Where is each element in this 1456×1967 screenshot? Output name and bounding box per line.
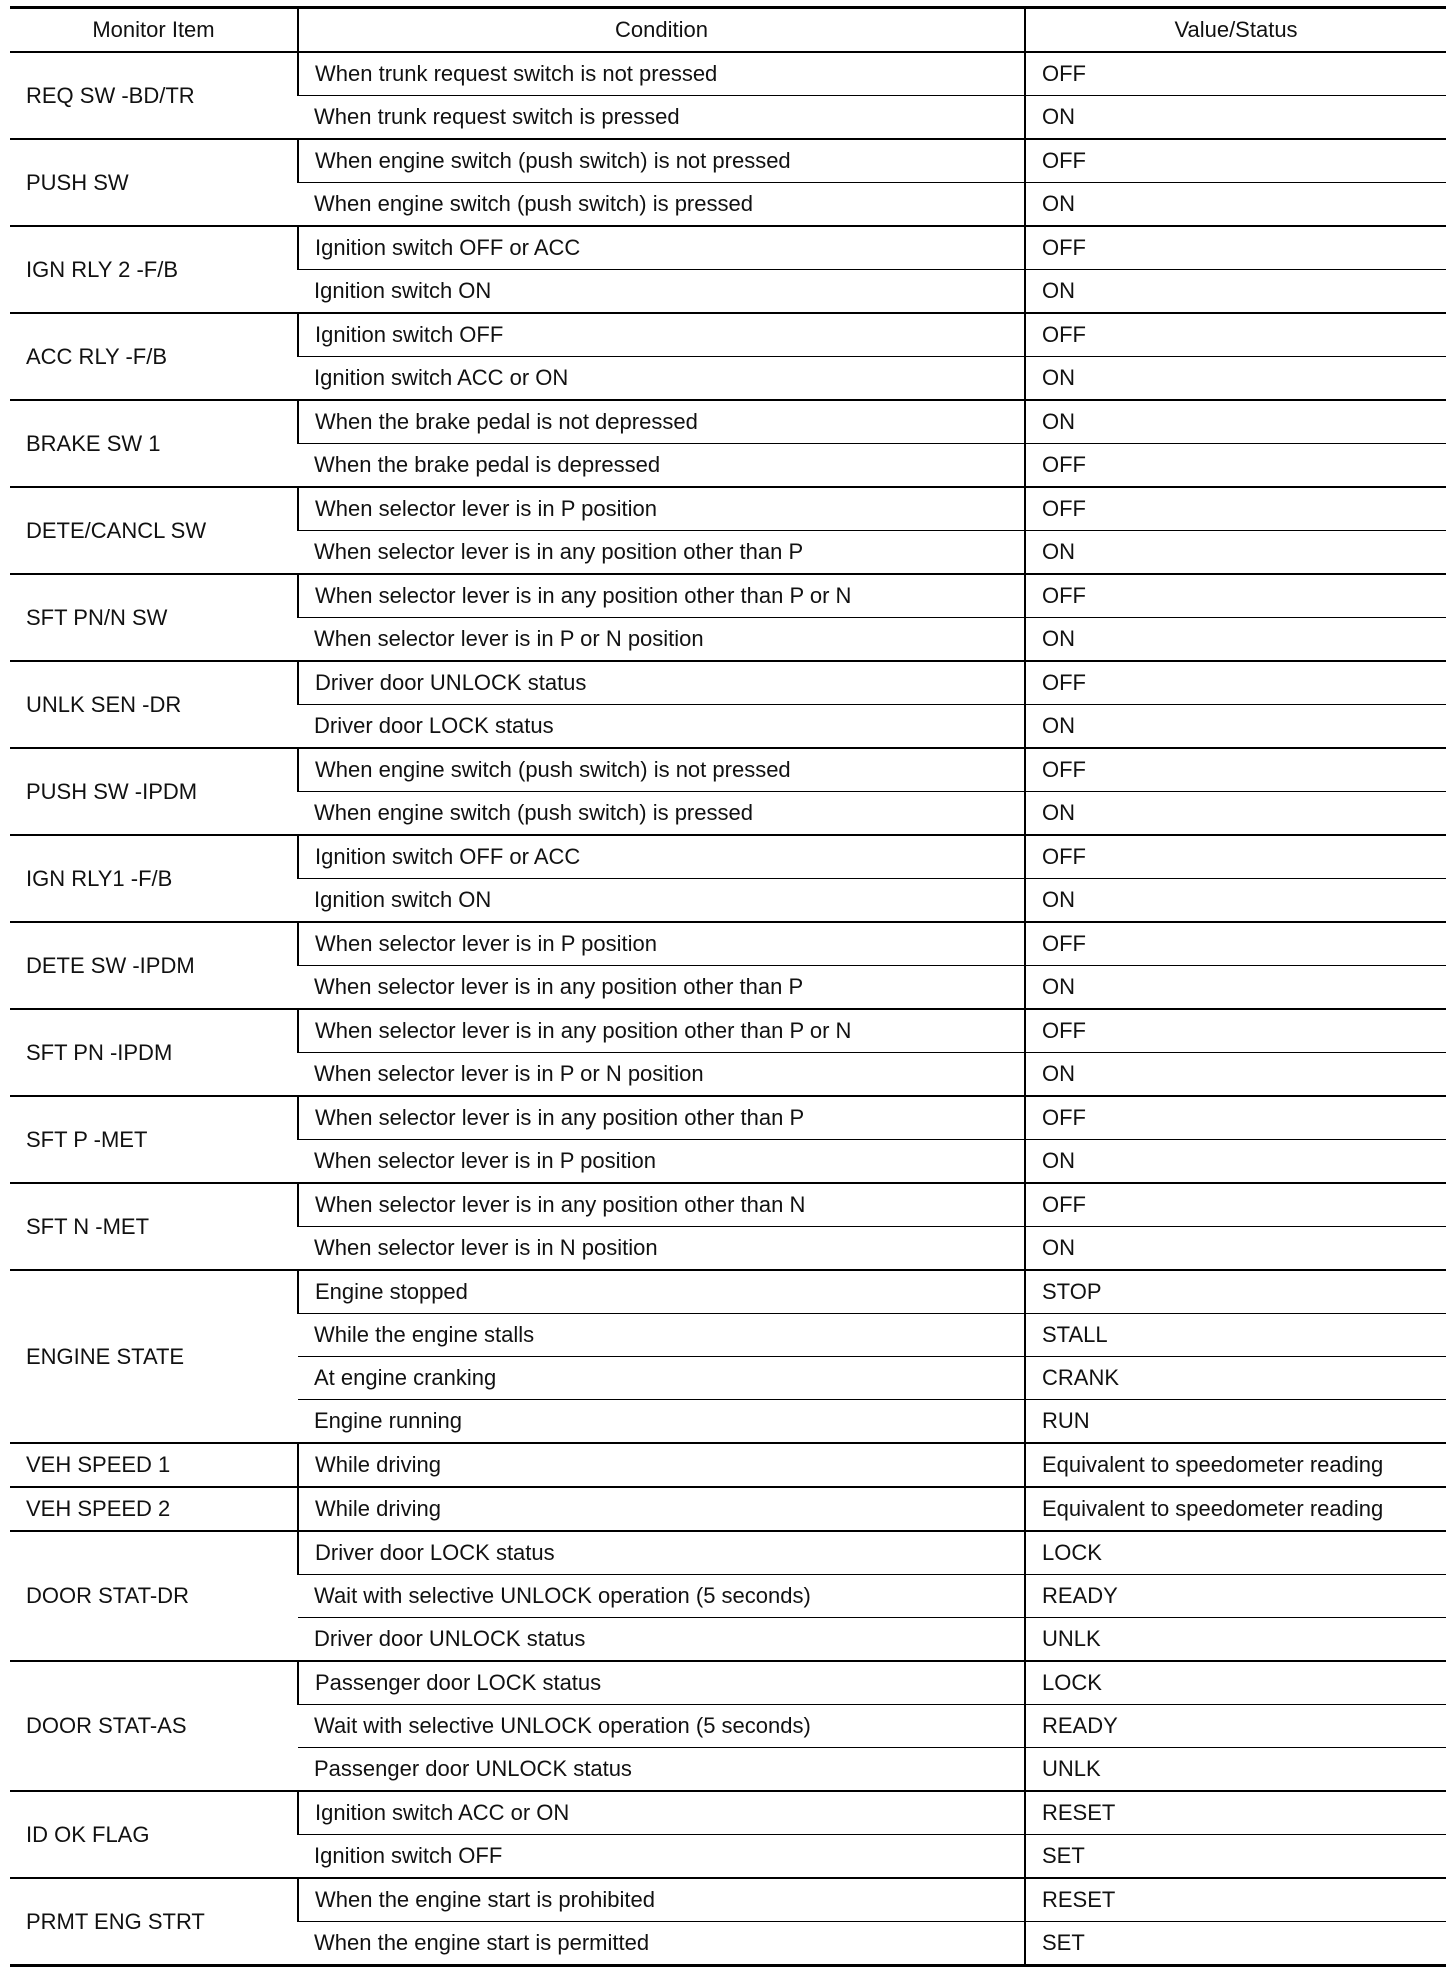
condition-cell: When selector lever is in P or N position [298, 1053, 1025, 1097]
condition-cell: When trunk request switch is not pressed [298, 52, 1025, 96]
table-row [10, 661, 1446, 705]
value-status-cell: LOCK [1025, 1661, 1446, 1705]
table-row [10, 574, 1446, 618]
value-status-cell: CRANK [1025, 1357, 1446, 1400]
condition-cell: Driver door LOCK status [298, 705, 1025, 749]
value-status-cell: RUN [1025, 1400, 1446, 1444]
condition-cell: When engine switch (push switch) is pressed [298, 792, 1025, 836]
value-status-cell: OFF [1025, 313, 1446, 357]
condition-cell: When selector lever is in P position [298, 922, 1025, 966]
value-status-cell: ON [1025, 618, 1446, 662]
monitor-item-cell: VEH SPEED 2 [10, 1487, 298, 1531]
monitor-item-cell: ENGINE STATE [10, 1270, 298, 1443]
condition-cell: While the engine stalls [298, 1314, 1025, 1357]
table-row [10, 835, 1446, 879]
value-status-cell: Equivalent to speedometer reading [1025, 1443, 1446, 1487]
value-status-cell: OFF [1025, 52, 1446, 96]
table-row [10, 1878, 1446, 1922]
monitor-item-cell: UNLK SEN -DR [10, 661, 298, 748]
value-status-cell: OFF [1025, 1183, 1446, 1227]
value-status-cell: ON [1025, 792, 1446, 836]
condition-cell: Passenger door UNLOCK status [298, 1748, 1025, 1792]
value-status-cell: ON [1025, 400, 1446, 444]
header-condition: Condition [298, 8, 1025, 53]
condition-cell: Wait with selective UNLOCK operation (5 seconds) [298, 1575, 1025, 1618]
table-row [10, 1791, 1446, 1835]
condition-cell: When the brake pedal is not depressed [298, 400, 1025, 444]
condition-cell: When selector lever is in P or N position [298, 618, 1025, 662]
table-row [10, 922, 1446, 966]
condition-cell: When selector lever is in any position other than P or N [298, 1009, 1025, 1053]
condition-cell: Ignition switch ON [298, 270, 1025, 314]
value-status-cell: SET [1025, 1835, 1446, 1879]
value-status-cell: ON [1025, 705, 1446, 749]
table-body [10, 52, 1446, 1966]
table-row [10, 1270, 1446, 1314]
condition-cell: When trunk request switch is pressed [298, 96, 1025, 140]
table-row [10, 748, 1446, 792]
value-status-cell: ON [1025, 966, 1446, 1010]
value-status-cell: OFF [1025, 661, 1446, 705]
condition-cell: When engine switch (push switch) is not pressed [298, 139, 1025, 183]
condition-cell: Wait with selective UNLOCK operation (5 seconds) [298, 1705, 1025, 1748]
condition-cell: When selector lever is in any position other than P [298, 531, 1025, 575]
table-row [10, 1183, 1446, 1227]
table-row [10, 400, 1446, 444]
table-row [10, 313, 1446, 357]
value-status-cell: ON [1025, 357, 1446, 401]
condition-cell: Ignition switch ACC or ON [298, 1791, 1025, 1835]
condition-cell: When selector lever is in N position [298, 1227, 1025, 1271]
condition-cell: While driving [298, 1487, 1025, 1531]
table-row [10, 1487, 1446, 1531]
monitor-item-cell: SFT N -MET [10, 1183, 298, 1270]
value-status-cell: OFF [1025, 226, 1446, 270]
condition-cell: When the engine start is permitted [298, 1922, 1025, 1966]
monitor-item-cell: IGN RLY 2 -F/B [10, 226, 298, 313]
condition-cell: Engine running [298, 1400, 1025, 1444]
value-status-cell: ON [1025, 96, 1446, 140]
table-row [10, 1531, 1446, 1575]
condition-cell: Ignition switch OFF [298, 1835, 1025, 1879]
condition-cell: When selector lever is in P position [298, 1140, 1025, 1184]
value-status-cell: ON [1025, 183, 1446, 227]
monitor-item-cell: BRAKE SW 1 [10, 400, 298, 487]
table-row [10, 1096, 1446, 1140]
table-row [10, 1443, 1446, 1487]
table-row [10, 487, 1446, 531]
header-value-status: Value/Status [1025, 8, 1446, 53]
condition-cell: At engine cranking [298, 1357, 1025, 1400]
value-status-cell: OFF [1025, 1096, 1446, 1140]
condition-cell: When selector lever is in P position [298, 487, 1025, 531]
condition-cell: Driver door LOCK status [298, 1531, 1025, 1575]
monitor-table [10, 6, 1446, 1967]
monitor-item-cell: ID OK FLAG [10, 1791, 298, 1878]
condition-cell: While driving [298, 1443, 1025, 1487]
monitor-item-cell: IGN RLY1 -F/B [10, 835, 298, 922]
condition-cell: Passenger door LOCK status [298, 1661, 1025, 1705]
condition-cell: When the brake pedal is depressed [298, 444, 1025, 488]
condition-cell: Engine stopped [298, 1270, 1025, 1314]
monitor-item-cell: SFT PN -IPDM [10, 1009, 298, 1096]
monitor-item-cell: PUSH SW [10, 139, 298, 226]
condition-cell: Driver door UNLOCK status [298, 661, 1025, 705]
value-status-cell: OFF [1025, 835, 1446, 879]
value-status-cell: Equivalent to speedometer reading [1025, 1487, 1446, 1531]
condition-cell: Ignition switch OFF or ACC [298, 226, 1025, 270]
value-status-cell: UNLK [1025, 1618, 1446, 1662]
value-status-cell: ON [1025, 531, 1446, 575]
value-status-cell: SET [1025, 1922, 1446, 1966]
condition-cell: Ignition switch ACC or ON [298, 357, 1025, 401]
table-row [10, 52, 1446, 96]
condition-cell: Ignition switch OFF [298, 313, 1025, 357]
value-status-cell: READY [1025, 1705, 1446, 1748]
condition-cell: Ignition switch OFF or ACC [298, 835, 1025, 879]
condition-cell: When engine switch (push switch) is pressed [298, 183, 1025, 227]
value-status-cell: RESET [1025, 1791, 1446, 1835]
condition-cell: Ignition switch ON [298, 879, 1025, 923]
monitor-item-cell: REQ SW -BD/TR [10, 52, 298, 139]
value-status-cell: ON [1025, 270, 1446, 314]
table-row [10, 1661, 1446, 1705]
table-row [10, 1009, 1446, 1053]
monitor-item-cell: DOOR STAT-AS [10, 1661, 298, 1791]
condition-cell: When selector lever is in any position other than N [298, 1183, 1025, 1227]
monitor-item-cell: DOOR STAT-DR [10, 1531, 298, 1661]
monitor-item-cell: PUSH SW -IPDM [10, 748, 298, 835]
value-status-cell: LOCK [1025, 1531, 1446, 1575]
value-status-cell: OFF [1025, 487, 1446, 531]
condition-cell: When selector lever is in any position other than P or N [298, 574, 1025, 618]
monitor-item-cell: VEH SPEED 1 [10, 1443, 298, 1487]
value-status-cell: OFF [1025, 1009, 1446, 1053]
monitor-item-cell: SFT P -MET [10, 1096, 298, 1183]
value-status-cell: OFF [1025, 444, 1446, 488]
monitor-item-cell: DETE SW -IPDM [10, 922, 298, 1009]
condition-cell: When the engine start is prohibited [298, 1878, 1025, 1922]
condition-cell: When selector lever is in any position other than P [298, 966, 1025, 1010]
condition-cell: When engine switch (push switch) is not pressed [298, 748, 1025, 792]
value-status-cell: STOP [1025, 1270, 1446, 1314]
value-status-cell: RESET [1025, 1878, 1446, 1922]
monitor-item-cell: ACC RLY -F/B [10, 313, 298, 400]
table-header-row [10, 8, 1446, 53]
value-status-cell: OFF [1025, 574, 1446, 618]
value-status-cell: ON [1025, 879, 1446, 923]
monitor-item-cell: DETE/CANCL SW [10, 487, 298, 574]
monitor-item-cell: SFT PN/N SW [10, 574, 298, 661]
value-status-cell: ON [1025, 1140, 1446, 1184]
condition-cell: When selector lever is in any position other than P [298, 1096, 1025, 1140]
table-row [10, 226, 1446, 270]
header-monitor-item: Monitor Item [10, 8, 298, 53]
value-status-cell: UNLK [1025, 1748, 1446, 1792]
value-status-cell: OFF [1025, 748, 1446, 792]
value-status-cell: STALL [1025, 1314, 1446, 1357]
value-status-cell: OFF [1025, 922, 1446, 966]
value-status-cell: ON [1025, 1053, 1446, 1097]
table-row [10, 139, 1446, 183]
value-status-cell: ON [1025, 1227, 1446, 1271]
monitor-item-cell: PRMT ENG STRT [10, 1878, 298, 1966]
condition-cell: Driver door UNLOCK status [298, 1618, 1025, 1662]
value-status-cell: OFF [1025, 139, 1446, 183]
value-status-cell: READY [1025, 1575, 1446, 1618]
